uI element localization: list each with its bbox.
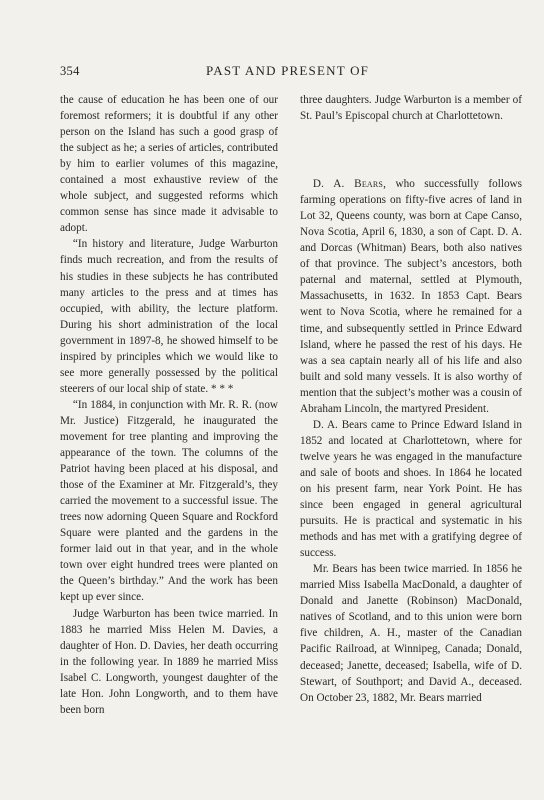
paragraph: “In history and literature, Judge Warburton finds much recreation, and from the results of his studies in these subjects he has contributed many articles to the press and at times has occupied, with ability, the lecture platform. During his short administration of the local government in 1897-8, he showed himself to be inspired by principles which we would like to see more generally possessed by the political steerers of our local ship of state. * * * [60, 238, 278, 395]
page-number: 354 [60, 64, 80, 78]
biography-paragraph [300, 176, 522, 417]
running-title: PAST AND PRESENT OF [206, 63, 370, 78]
right-column [300, 92, 522, 706]
biography-text: who successfully follows farming operations on fifty-five acres of land in Lot 32, Queens county, was born at Cape Canso, Nova Scotia, April 6, 1830, a son of Capt. D. A. and Dorcas (Whitman) Bears, both also natives of that province. The subject’s ancestors, both paternal and maternal, settled at Plymouth, Massachusetts, in 1632. In 1853 Capt. Bears went to Nova Scotia, where he remained for a time, and subsequently settled in Prince Edward Island, where he passed the rest of his days. He was a sea captain nearly all of his life and also built and sold many vessels. It is also worthy of mention that the subject’s mother was a cousin of Abraham Lincoln, the martyred President. [300, 178, 522, 415]
paragraph: “In 1884, in conjunction with Mr. R. R. (now Mr. Justice) Fitzgerald, he inaugurated the movement for tree planting and improving the appearance of the town. The columns of the Patriot having been placed at his disposal, and those of the Examiner at Mr. Fitzgerald’s, they carried the movement to a successful issue. The trees now adorning Queen Square and Rockford Square were planted and the gardens in the former laid out in that year, and in the whole town over eight hundred trees were planted on the Queen’s birthday.” And the work has been kept up ever since. [60, 398, 278, 604]
paragraph: Mr. Bears has been twice married. In 1856 he married Miss Isabella MacDonald, a daughter of Donald and Janette (Robinson) MacDonald, natives of Scotland, and to this union were born five children, A. H., master of the Canadian Pacific Railroad, at Winnipeg, Canada; Donald, deceased; Janette, deceased; Isabella, wife of D. Stewart, of Southport; and David A., deceased. On October 23, 1882, Mr. Bears married [300, 563, 522, 704]
paragraph: three daughters. Judge Warburton is a member of St. Paul’s Episcopal church at Charlottetown. [300, 94, 522, 123]
subject-name: D. A. Bears, [312, 178, 387, 191]
paragraph: the cause of education he has been one of our foremost reformers; it is doubtful if any other person on the Island has such a good grasp of the subject as he; a series of articles, contributed by him to earlier volumes of this magazine, contained a most exhaustive review of the whole subject, and suggested reforms which common sense has since made it advisable to adopt. [60, 94, 278, 235]
left-column [60, 92, 278, 718]
paragraph: D. A. Bears came to Prince Edward Island in 1852 and located at Charlottetown, where for twelve years he was engaged in the manufacture and sale of boots and shoes. In 1864 he located on his present farm, near York Point. He has since been engaged in general agricultural pursuits. He is practical and systematic in his methods and has met with a gratifying degree of success. [300, 418, 522, 560]
paragraph: Judge Warburton has been twice married. In 1883 he married Miss Helen M. Davies, a daughter of Hon. D. Davies, her death occurring in the following year. In 1889 he married Miss Isabel C. Longworth, youngest daughter of the late Hon. John Longworth, and to them have been born [60, 607, 278, 716]
